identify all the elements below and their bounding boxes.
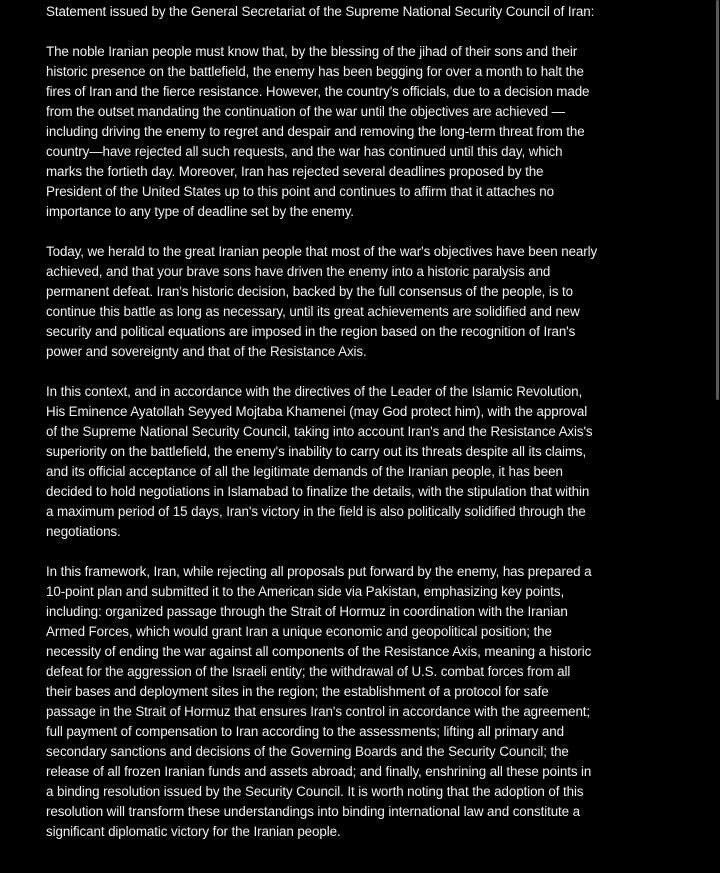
statement-document	[46, 2, 598, 842]
statement-heading: Statement issued by the General Secretariat of the Supreme National Security Council of Iran:	[46, 4, 595, 19]
paragraph-4: In this framework, Iran, while rejecting all proposals put forward by the enemy, has prepared a 10-point plan and submitted it to the American side via Pakistan, emphasizing key points, including: organized passage through the Strait of Hormuz in coordination with the Iranian Armed Forces, which would grant Iran a unique economic and geopolitical position; the necessity of ending the war against all components of the Resistance Axis, meaning a historic defeat for the aggression of the Israeli entity; the withdrawal of U.S. combat forces from all their bases and deployment sites in the region; the establishment of a protocol for safe passage in the Strait of Hormuz that ensures Iran's control in accordance with the agreement; full payment of compensation to Iran according to the assessments; lifting all primary and secondary sanctions and decisions of the Governing Boards and the Security Council; the release of all frozen Iranian funds and assets abroad; and finally, enshrining all these points in a binding resolution issued by the Security Council. It is worth noting that the adoption of this resolution will transform these understandings into binding international law and constitute a significant diplomatic victory for the Iranian people.	[46, 564, 592, 839]
paragraph-1: The noble Iranian people must know that, by the blessing of the jihad of their sons and their historic presence on the battlefield, the enemy has been begging for over a month to halt the fires of Iran and the fierce resistance. However, the country's officials, due to a decision made from the outset mandating the continuation of the war until the objectives are achieved —including driving the enemy to regret and despair and removing the long-term threat from the country—have rejected all such requests, and the war has continued until this day, which marks the fortieth day. Moreover, Iran has rejected several deadlines proposed by the President of the United States up to this point and continues to affirm that it attaches no importance to any type of deadline set by the enemy.	[46, 44, 590, 219]
paragraph-2: Today, we herald to the great Iranian people that most of the war's objectives have been nearly achieved, and that your brave sons have driven the enemy into a historic paralysis and permanent defeat. Iran's historic decision, backed by the full consensus of the people, is to continue this battle as long as necessary, until its great achievements are solidified and new security and political equations are imposed in the region based on the recognition of Iran's power and sovereignty and that of the Resistance Axis.	[46, 244, 598, 359]
vertical-scrollbar[interactable]	[716, 0, 719, 400]
paragraph-3: In this context, and in accordance with the directives of the Leader of the Islamic Revolution, His Eminence Ayatollah Seyyed Mojtaba Khamenei (may God protect him), with the approval of the Supreme National Security Council, taking into account Iran's and the Resistance Axis's superiority on the battlefield, the enemy's inability to carry out its threats despite all its claims, and its official acceptance of all the legitimate demands of the Iranian people, it has been decided to hold negotiations in Islamabad to finalize the details, with the stipulation that within a maximum period of 15 days, Iran's victory in the field is also politically solidified through the negotiations.	[46, 384, 593, 539]
